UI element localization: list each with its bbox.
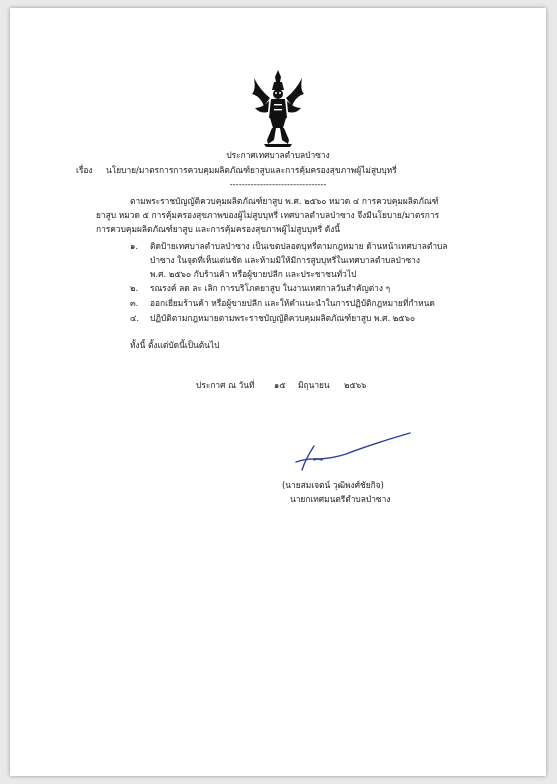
subject-label: เรื่อง: [76, 165, 93, 175]
intro-line: การควบคุมผลิตภัณฑ์ยาสูบ และการคุ้มครองสุขภาพผู้ไม่สูบบุหรี่ ดังนี้: [96, 224, 340, 234]
date-label: ประกาศ ณ วันที่: [196, 380, 255, 390]
subject-text: นโยบาย/มาตรการการควบคุมผลิตภัณฑ์ยาสูบและการคุ้มครองสุขภาพผู้ไม่สูบบุหรี่: [106, 165, 397, 175]
item-line: พ.ศ. ๒๕๖๐ กับร้านค้า หรือผู้ขายปลีก และประชาชนทั่วไป: [150, 269, 357, 279]
item-number: ๓.: [130, 298, 139, 308]
date-year: ๒๕๖๖: [344, 380, 367, 390]
item-line: ป่าซาง ในจุดที่เห็นเด่นชัด และห้ามมิให้มีการสูบบุหรี่ในเทศบาลตำบลป่าซาง: [150, 255, 420, 265]
intro-line: ยาสูบ หมวด ๕ การคุ้มครองสุขภาพของผู้ไม่สูบบุหรี่ เทศบาลตำบลป่าซาง จึงมีนโยบาย/มาตรการ: [96, 210, 440, 220]
date-day: ๑๕: [274, 380, 286, 390]
item-line: ติดป้ายเทศบาลตำบลป่าซาง เป็นเขตปลอดบุหรี่ตามกฎหมาย ด้านหน้าเทศบาลตำบล: [150, 241, 448, 251]
garuda-emblem-icon: [250, 68, 306, 148]
intro-line: ตามพระราชบัญญัติควบคุมผลิตภัณฑ์ยาสูบ พ.ศ. ๒๕๖๐ หมวด ๔ การควบคุมผลิตภัณฑ์: [130, 196, 439, 206]
item-line: ออกเยี่ยมร้านค้า หรือผู้ขายปลีก และให้คำแนะนำในการปฏิบัติกฎหมายที่กำหนด: [150, 298, 435, 308]
signatory-position: นายกเทศมนตรีตำบลป่าซาง: [290, 494, 391, 504]
item-line: ปฏิบัติตามกฎหมายตามพระราชบัญญัติควบคุมผลิตภัณฑ์ยาสูบ พ.ศ. ๒๕๖๐: [150, 313, 416, 323]
signatory-name: (นายสมเจตน์ วุฒิพงศ์ชัยกิจ): [282, 480, 384, 490]
item-line: รณรงค์ ลด ละ เลิก การบริโภคยาสูบ ในงานเทศกาลวันสำคัญต่าง ๆ: [150, 283, 391, 293]
announcement-title: ประกาศเทศบาลตำบลป่าซาง: [226, 150, 330, 160]
date-month: มิถุนายน: [298, 380, 330, 390]
item-number: ๒.: [130, 283, 139, 293]
item-number: ๔.: [130, 313, 140, 323]
effective-statement: ทั้งนี้ ตั้งแต่บัดนี้เป็นต้นไป: [130, 340, 220, 350]
document-page: [10, 8, 546, 776]
item-number: ๑.: [130, 241, 138, 251]
divider: --------------------------------: [229, 179, 327, 189]
signature-image: [294, 428, 424, 478]
